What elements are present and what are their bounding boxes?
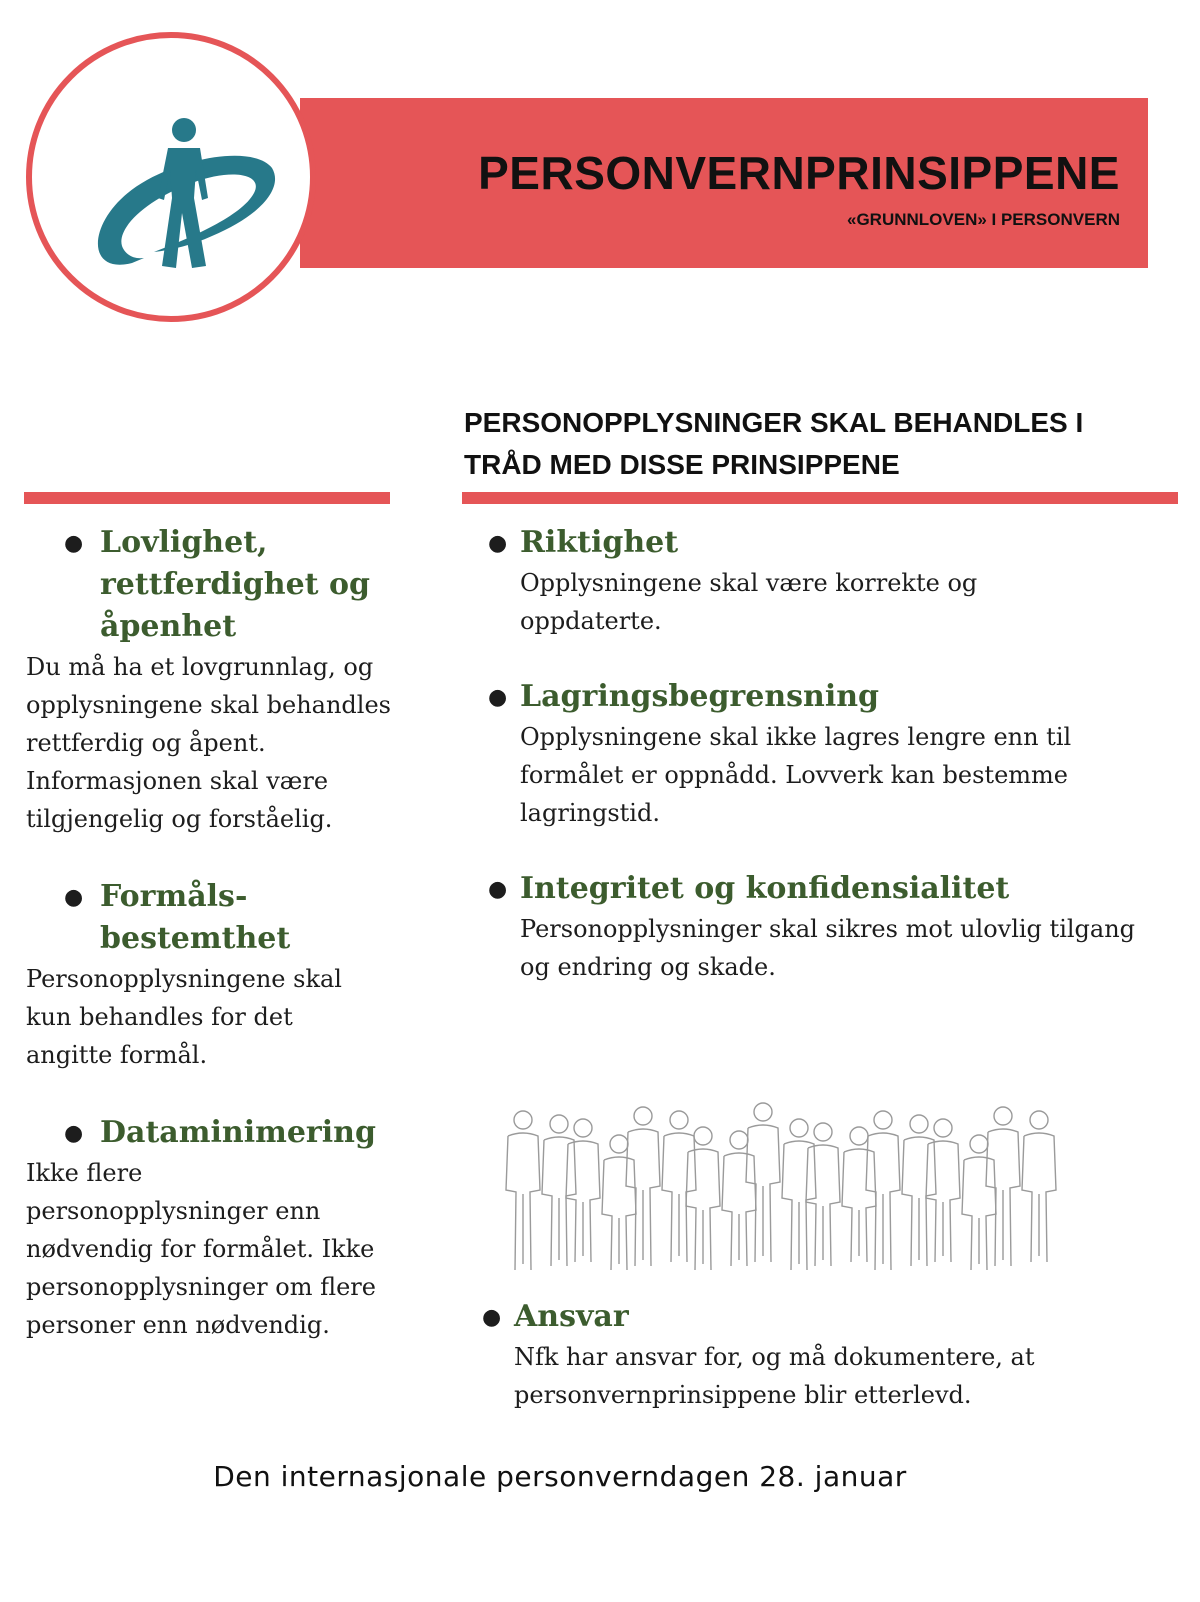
crowd-person	[506, 1111, 540, 1270]
bullet-icon: ●	[64, 530, 84, 556]
bullet-icon: ●	[488, 684, 508, 710]
footer-date: Den internasjonale personverndagen 28. januar	[213, 1460, 907, 1493]
intro-heading: PERSONOPPLYSNINGER SKAL BEHANDLES I TRÅD MED DISSE PRINSIPPENE	[464, 407, 1084, 480]
bullet-icon: ●	[482, 1304, 502, 1330]
crowd-person	[746, 1103, 780, 1262]
principle-title: Riktighet	[520, 525, 679, 560]
principle-title: Ansvar	[514, 1299, 629, 1334]
header-banner	[300, 98, 1148, 268]
principle-lawfulness	[26, 522, 396, 838]
principle-accuracy	[488, 522, 1160, 640]
left-column	[26, 522, 396, 1344]
crowd-person	[566, 1119, 600, 1262]
crowd-person	[1022, 1111, 1056, 1262]
principle-body: Du må ha et lovgrunnlag, og opplysningene skal behandles rettferdig og åpent. Informasjonen skal være tilgjengelig og forståelig.	[26, 653, 391, 833]
right-column	[488, 522, 1160, 986]
crowd-person	[782, 1119, 816, 1270]
principle-data-minimisation	[26, 1112, 396, 1344]
principle-body: Personopplysningene skal kun behandles for det angitte formål.	[26, 965, 342, 1069]
crowd-person	[602, 1135, 636, 1270]
bullet-icon: ●	[64, 1120, 84, 1146]
principle-title: Formåls-bestemthet	[100, 879, 291, 956]
bullet-icon: ●	[488, 530, 508, 556]
crowd-person	[902, 1115, 936, 1266]
principle-purpose-limitation	[26, 876, 396, 1074]
principle-body: Opplysningene skal ikke lagres lengre enn til formålet er oppnådd. Lovverk kan bestemme lagringstid.	[520, 723, 1072, 827]
bullet-icon: ●	[488, 876, 508, 902]
principle-body: Ikke flere personopplysninger enn nødvendig for formålet. Ikke personopplysninger om flere personer enn nødvendig.	[26, 1159, 376, 1339]
crowd-person	[986, 1107, 1020, 1266]
principle-title: Dataminimering	[100, 1115, 376, 1150]
principle-body: Nfk har ansvar for, og må dokumentere, at personvernprinsippene blir etterlevd.	[514, 1343, 1035, 1409]
principle-body: Opplysningene skal være korrekte og oppdaterte.	[520, 569, 978, 635]
crowd-of-people-sketch-icon	[505, 1070, 1075, 1280]
bullet-icon: ●	[64, 884, 84, 910]
principle-storage-limitation	[488, 676, 1160, 832]
crowd-person	[626, 1107, 660, 1266]
crowd-person	[722, 1131, 756, 1266]
principle-body: Personopplysninger skal sikres mot ulovlig tilgang og endring og skade.	[520, 915, 1136, 981]
page-subtitle: «GRUNNLOVEN» I PERSONVERN	[847, 210, 1120, 229]
divider-left	[24, 492, 390, 504]
crowd-person	[686, 1127, 720, 1270]
principle-title: Lovlighet, rettferdighet og åpenhet	[100, 525, 370, 644]
crowd-person	[806, 1123, 840, 1266]
crowd-person	[962, 1135, 996, 1270]
crowd-person	[542, 1115, 576, 1266]
crowd-person	[866, 1111, 900, 1270]
divider-right	[462, 492, 1178, 504]
principle-accountability-wrapper	[482, 1296, 1154, 1414]
crowd-person	[926, 1119, 960, 1262]
logo-circle	[26, 32, 316, 322]
walking-person-logo-icon	[32, 38, 310, 316]
crowd-person	[662, 1111, 696, 1262]
principle-integrity	[488, 868, 1160, 986]
principle-title: Lagringsbegrensning	[520, 679, 880, 714]
principle-accountability	[482, 1296, 1154, 1414]
principle-title: Integritet og konfidensialitet	[520, 871, 1010, 906]
crowd-person	[842, 1127, 876, 1262]
page-title: PERSONVERNPRINSIPPENE	[478, 147, 1120, 199]
